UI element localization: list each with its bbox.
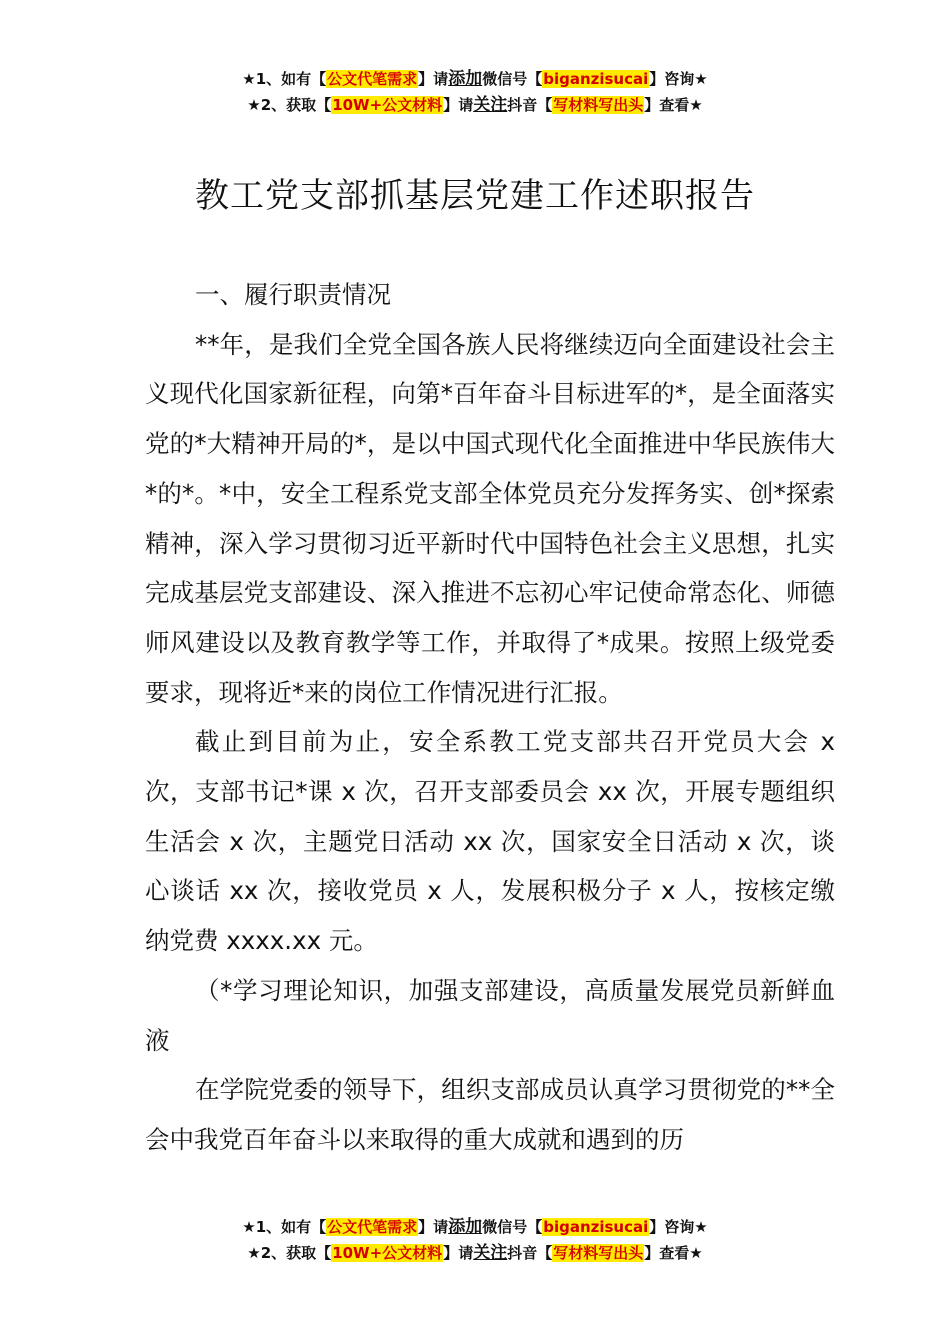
banner-text: 】请 bbox=[418, 70, 449, 88]
banner-text: 】请 bbox=[418, 1218, 449, 1236]
banner-text: 】咨询★ bbox=[649, 70, 708, 88]
body-paragraph: 在学院党委的领导下，组织支部成员认真学习贯彻党的**全会中我党百年奋斗以来取得的重大成就和遇到的历 bbox=[145, 1075, 835, 1154]
banner-line-2 bbox=[0, 92, 950, 118]
section-heading: 一、履行职责情况 bbox=[195, 280, 391, 309]
emphasis-text: 添加 bbox=[448, 1217, 483, 1237]
body-paragraph: **年，是我们全党全国各族人民将继续迈向全面建设社会主义现代化国家新征程，向第*百年奋斗目标进军的*，是全面落实党的*大精神开局的*，是以中国式现代化全面推进中华民族伟大*的*。*中，安全工程系党支部全体党员充分发挥务实、创*探索精神，深入学习贯彻习近平新时代中国特色社会主义思想，扎实完成基层党支部建设、深入推进不忘初心牢记使命常态化、师德师风建设以及教育教学等工作，并取得了*成果。按照上级党委要求，现将近*来的岗位工作情况进行汇报。 bbox=[145, 329, 835, 707]
document-title: 教工党支部抓基层党建工作述职报告 bbox=[195, 176, 755, 216]
header-banner bbox=[0, 66, 950, 118]
subsection-heading: （*学习理论知识，加强支部建设，高质量发展党员新鲜血液 bbox=[145, 975, 835, 1055]
banner-text: ★2、获取【 bbox=[247, 1244, 332, 1262]
banner-text: ★2、获取【 bbox=[247, 96, 332, 114]
banner-text: ★1、如有【 bbox=[242, 70, 327, 88]
highlight-text: 公文代笔需求 bbox=[327, 70, 418, 88]
douyin-account: 写材料写出头 bbox=[553, 96, 644, 114]
wechat-id: biganzisucai bbox=[543, 70, 649, 88]
body-paragraph: 截止到目前为止，安全系教工党支部共召开党员大会 x 次，支部书记*课 x 次，召开支部委员会 xx 次，开展专题组织生活会 x 次，主题党日活动 xx 次，国家安全日活动 x 次，谈心谈话 xx 次，接收党员 x 人，发展积极分子 x 人，按核定缴纳党费 xxxx.xx 元。 bbox=[145, 727, 835, 956]
banner-text: 】查看★ bbox=[644, 96, 703, 114]
banner-text: 】请 bbox=[443, 1244, 474, 1262]
banner-text: 抖音【 bbox=[507, 1244, 553, 1262]
banner-text: 】咨询★ bbox=[649, 1218, 708, 1236]
emphasis-text: 关注 bbox=[473, 95, 508, 115]
emphasis-text: 关注 bbox=[473, 1243, 508, 1263]
banner-line-2 bbox=[0, 1240, 950, 1266]
highlight-text: 10W+公文材料 bbox=[332, 1244, 443, 1262]
banner-text: 】请 bbox=[443, 96, 474, 114]
footer-banner bbox=[0, 1214, 950, 1266]
document-body bbox=[145, 270, 835, 1165]
wechat-id: biganzisucai bbox=[543, 1218, 649, 1236]
banner-text: 】查看★ bbox=[644, 1244, 703, 1262]
banner-text: ★1、如有【 bbox=[242, 1218, 327, 1236]
highlight-text: 10W+公文材料 bbox=[332, 96, 443, 114]
highlight-text: 公文代笔需求 bbox=[327, 1218, 418, 1236]
banner-line-1 bbox=[0, 1214, 950, 1240]
banner-text: 微信号【 bbox=[482, 1218, 543, 1236]
banner-text: 抖音【 bbox=[507, 96, 553, 114]
banner-line-1 bbox=[0, 66, 950, 92]
douyin-account: 写材料写出头 bbox=[553, 1244, 644, 1262]
emphasis-text: 添加 bbox=[448, 69, 483, 89]
banner-text: 微信号【 bbox=[482, 70, 543, 88]
